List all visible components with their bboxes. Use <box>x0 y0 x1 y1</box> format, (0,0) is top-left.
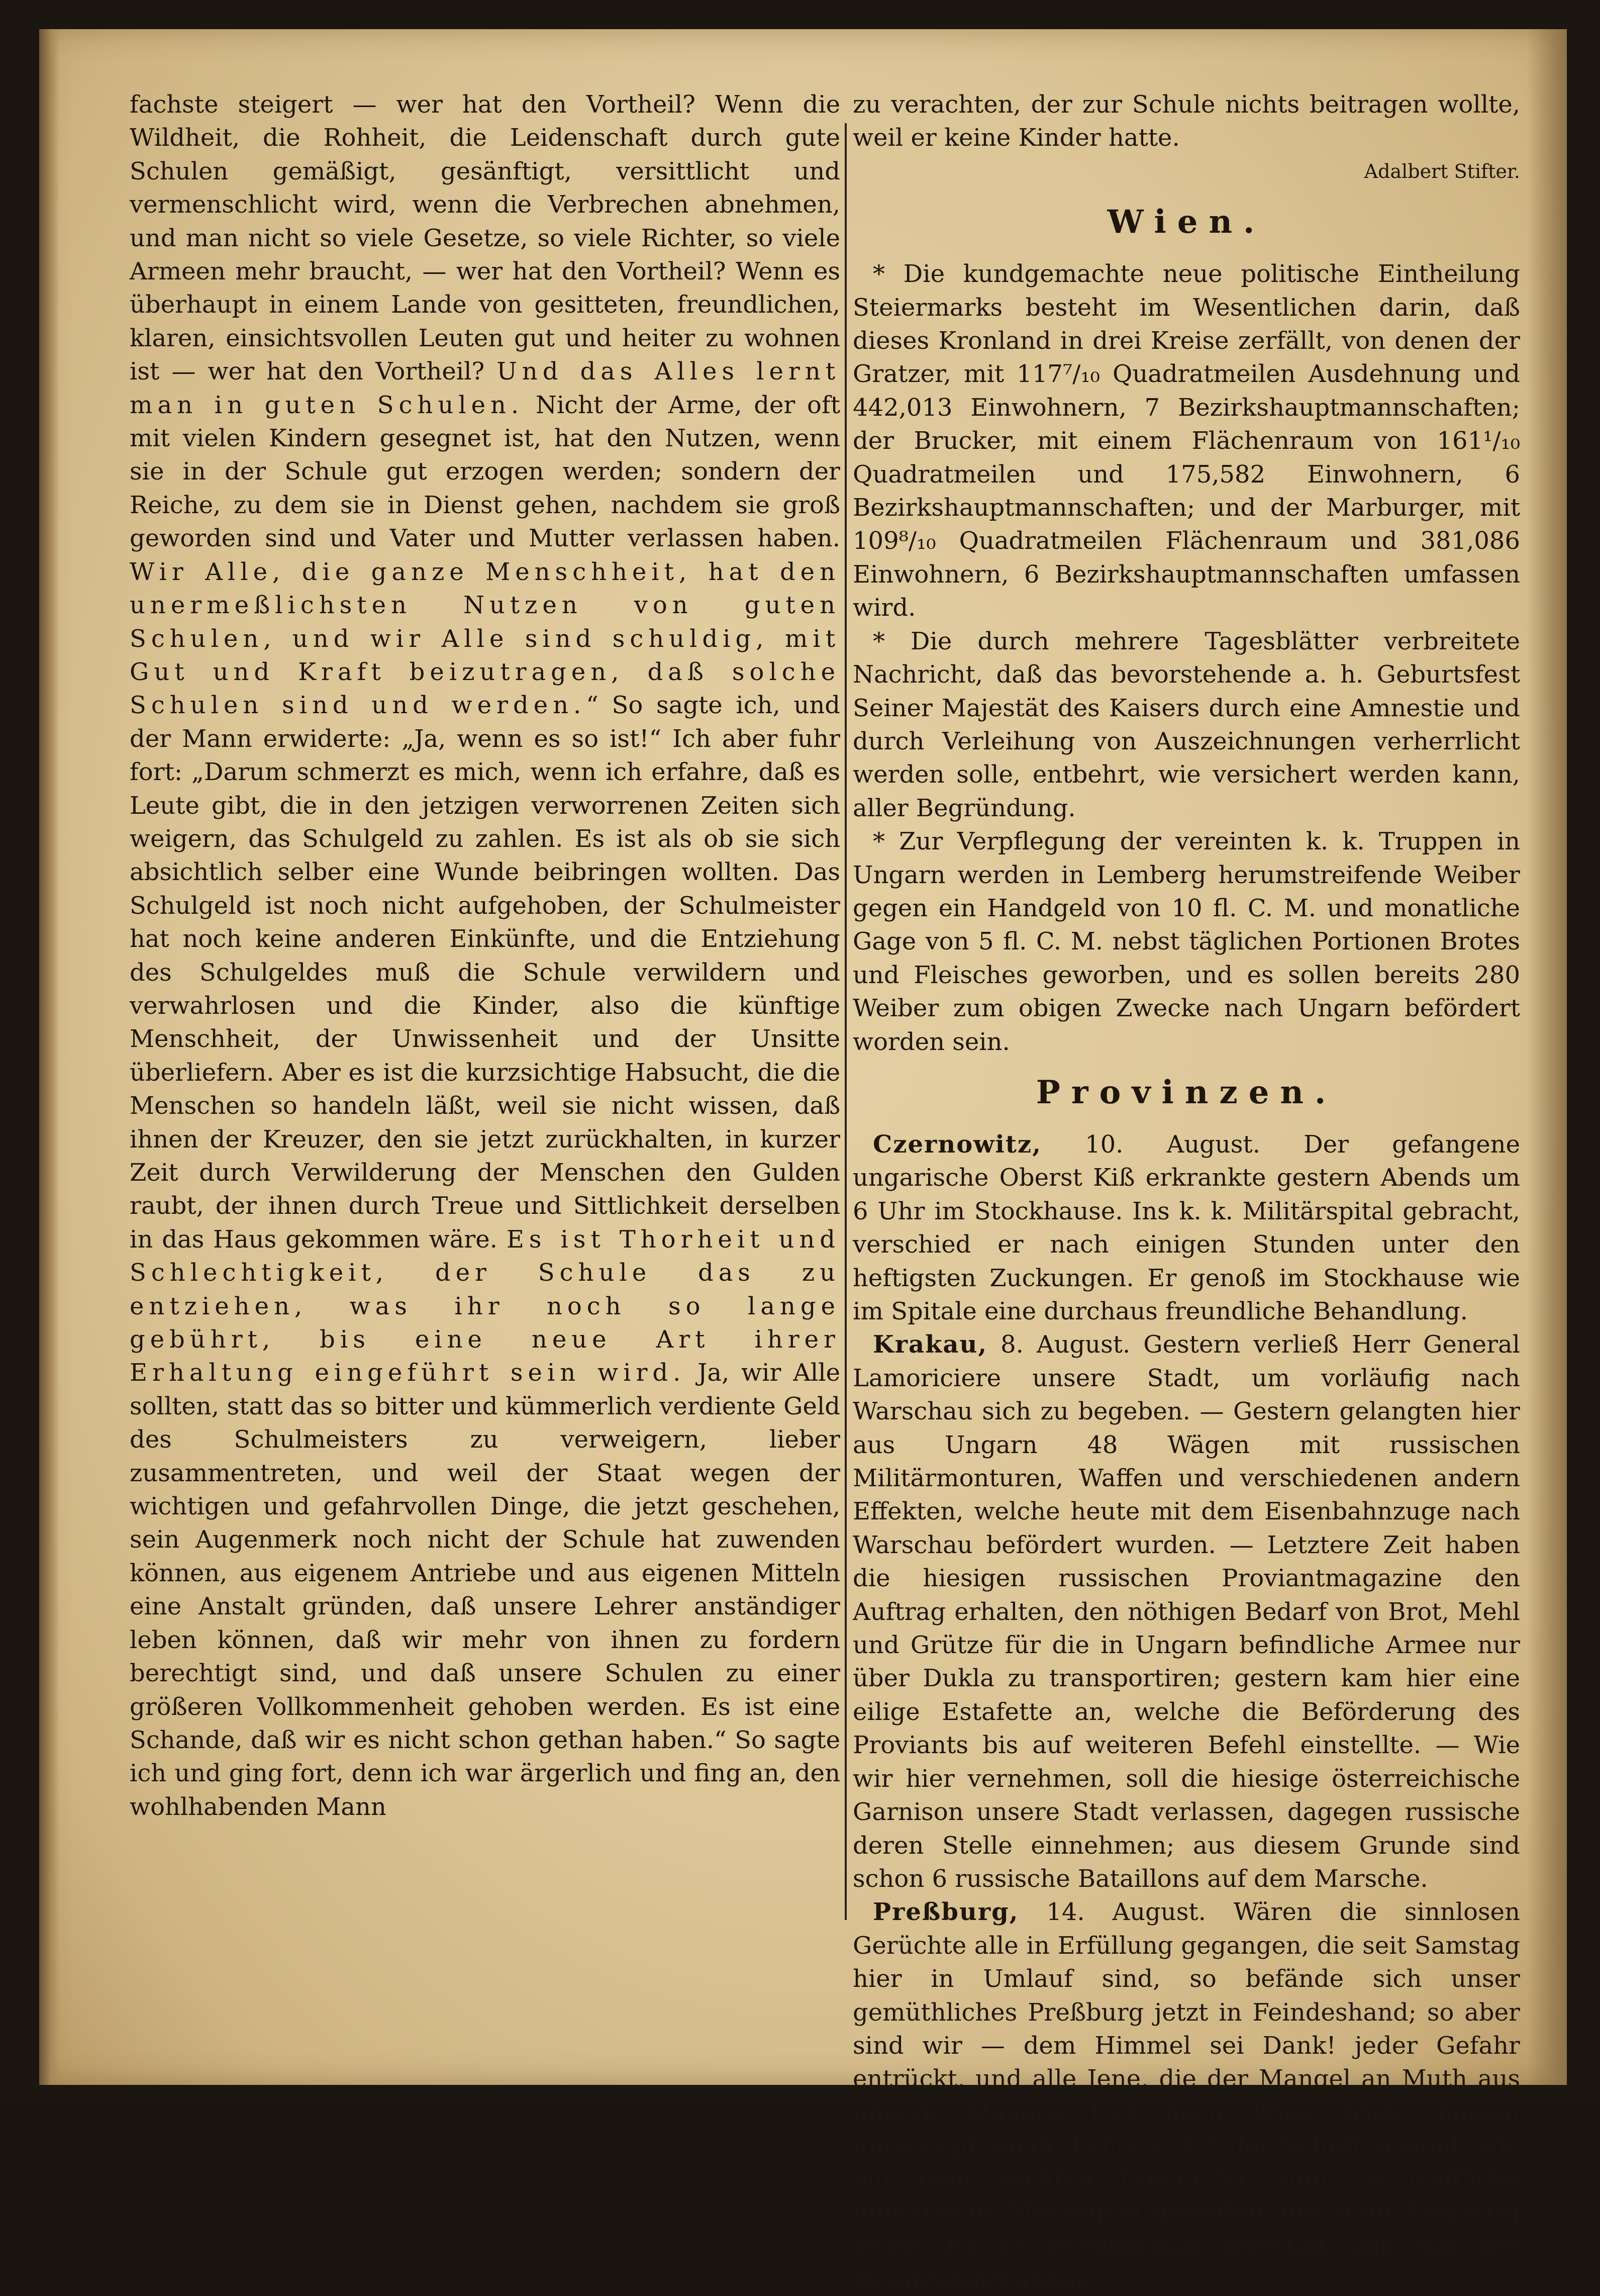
column-divider <box>845 123 847 1920</box>
news-item-czernowitz <box>853 1128 1520 1328</box>
text-run: “ So sagte ich, und der Mann erwiderte: „Ja, wenn es so ist!“ Ich aber fuhr fort: „Darum schmerzt es mich, wenn ich erfahre, daß es Leute gibt, die in den jetzigen verworrenen Zeiten sich weigern, das Schulgeld zu zahlen. Es ist als ob sie sich absichtlich selber eine Wunde beibringen wollten. Das Schulgeld ist noch nicht aufgehoben, der Schulmeister hat noch keine anderen Einkünfte, und die Entziehung des Schulgeldes muß die Schule verwildern und verwahrlosen und die Kinder, also die künftige Menschheit, der Unwissenheit und der Unsitte überliefern. Aber es ist die kurzsichtige Habsucht, die die Menschen so handeln läßt, weil sie nicht wissen, daß ihnen der Kreuzer, den sie jetzt zurückhalten, in kurzer Zeit durch Verwilderung der Menschen den Gulden raubt, der ihnen durch Treue und Sittlichkeit derselben in das Haus gekommen wäre. <box>130 691 841 1254</box>
page-edge-shadow <box>1527 29 1567 2085</box>
news-item: * Zur Verpflegung der vereinten k. k. Truppen in Ungarn werden in Lemberg herumstreifende Weiber gegen ein Handgeld von 10 fl. C. M. und monatliche Gage von 5 fl. C. M. nebst täglichen Portionen Brotes und Fleisches geworben, und es sollen bereits 280 Weiber zum obigen Zwecke nach Ungarn befördert worden sein. <box>853 827 1520 1056</box>
text-run: Ja, wir Alle sollten, statt das so bitter und kümmerlich verdiente Geld des Schulmeisters zu verweigern, lieber zusammentreten, und weil der Staat wegen der wichtigen und gefahrvollen Dinge, die jetzt geschehen, sein Augenmerk noch nicht der Schule hat zuwenden können, aus eigenem Antriebe und aus eigenen Mitteln eine Anstalt gründen, daß unsere Lehrer anständiger leben können, daß wir mehr von ihnen zu fordern berechtigt sind, und daß unsere Schulen zu einer größeren Vollkommenheit gehoben werden. Es ist eine Schande, daß wir es nicht schon gethan haben.“ So sagte ich und ging fort, denn ich war ärgerlich und fing an, den wohlhabenden Mann <box>130 1359 841 1821</box>
place-name: Czernowitz, <box>873 1130 1042 1159</box>
left-column <box>130 88 840 1824</box>
section-heading-provinzen: Provinzen. <box>1036 1073 1337 1111</box>
news-item-krakau <box>853 1328 1520 1895</box>
news-item: * Die kundgemachte neue politische Eintheilung Steiermarks besteht im Wesentlichen darin, daß dieses Kronland in drei Kreise zerfällt, von denen der Gratzer, mit 117⁷/₁₀ Quadratmeilen Ausdehnung und 442,013 Einwohnern, 7 Bezirkshauptmannschaften; der Brucker, mit einem Flächenraum von 161¹/₁₀ Quadratmeilen und 175,582 Einwohnern, 6 Bezirkshauptmannschaften; und der Marburger, mit 109⁸/₁₀ Quadratmeilen Flächenraum und 381,086 Einwohnern, 6 Bezirkshauptmannschaften umfassen wird. <box>853 260 1520 622</box>
news-item: * Die durch mehrere Tagesblätter verbreitete Nachricht, daß das bevorstehende a. h. Geburtsfest Seiner Majestät des Kaisers durch eine Amnestie und durch Verleihung von Auszeichnungen verherrlicht werden solle, entbehrt, wie versichert werden kann, aller Begründung. <box>853 627 1520 822</box>
page-spine-shadow <box>39 29 59 2085</box>
news-item-pressburg <box>853 1895 1520 2296</box>
place-name: Preßburg, <box>873 1898 1019 1927</box>
spaced-emphasis: Wir Alle, die ganze Menschheit, hat den unermeßlichsten Nutzen von guten Schulen, und wir Alle sind schuldig, mit Gut und Kraft beizutragen, daß solche Schulen sind und werden. <box>130 557 840 720</box>
text-run: fachste steigert — wer hat den Vortheil? Wenn die Wildheit, die Rohheit, die Leidenschaft durch gute Schulen gemäßigt, gesänftigt, versittlicht und vermenschlicht wird, wenn die Verbrechen abnehmen, und man nicht so viele Gesetze, so viele Richter, so viele Armeen mehr braucht, — wer hat den Vortheil? Wenn es überhaupt in einem Lande von gesitteten, freundlichen, klaren, einsichtsvollen Leuten gut und heiter zu wohnen ist — wer hat den Vortheil? <box>130 90 840 386</box>
right-column <box>853 88 1520 2296</box>
news-text: 8. August. Gestern verließ Herr General Lamoriciere unsere Stadt, um vorläufig nach Warschau sich zu begeben. — Gestern gelangten hier aus Ungarn 48 Wägen mit russischen Militärmonturen, Waffen und verschiedenen andern Effekten, welche heute mit dem Eisenbahnzuge nach Warschau befördert wurden. — Letztere Zeit haben die hiesigen russischen Proviantmagazine den Auftrag erhalten, den nöthigen Bedarf von Brot, Mehl und Grütze für die in Ungarn befindliche Armee nur über Dukla zu transportiren; gestern kam hier eine eilige Estafette an, welche die Beförderung des Proviants bis auf weiteren Befehl einstellte. — Wie wir hier vernehmen, soll die hiesige österreichische Garnison unsere Stadt verlassen, dagegen russische deren Stelle einnehmen; aus diesem Grunde sind schon 6 russische Bataillons auf dem Marsche. <box>853 1330 1520 1893</box>
spaced-emphasis: Es ist Thorheit und Schlechtigkeit, der Schule das zu entziehen, was ihr noch so lange gebührt, bis eine neue Art ihrer Erhaltung eingeführt sein wird. <box>130 1225 840 1387</box>
author-signature: Adalbert Stifter. <box>1364 160 1520 182</box>
place-name: Krakau, <box>873 1330 988 1359</box>
news-text: 10. August. Der gefangene ungarische Oberst Kiß erkrankte gestern Abends um 6 Uhr im Stockhause. Ins k. k. Militärspital gebracht, verschied er nach einigen Stunden unter den heftigsten Zuckungen. Er genoß im Stockhause wie im Spitale eine durchaus freundliche Behandlung. <box>853 1130 1520 1325</box>
spaced-emphasis: Und das Alles lernt man in guten Schulen. <box>130 357 841 419</box>
article-continuation: zu verachten, der zur Schule nichts beitragen wollte, weil er keine Kinder hatte. <box>853 90 1520 152</box>
section-heading-wien: Wien. <box>1107 203 1266 241</box>
left-column-text <box>130 88 840 1824</box>
news-text: 14. August. Wären die sinnlosen Gerüchte alle in Erfüllung gegangen, die seit Samstag hier in Umlauf sind, so befände sich unser gemüthliches Preßburg jetzt in Feindeshand; so aber sind wir — dem Himmel sei Dank! jeder Gefahr entrückt, und alle Jene, die der Mangel an Muth aus unsern Mauern fort nach Wien trieb, mögen unbesorgt wiederkehren. Auf der Schütt sowohl, wie auf dem rechten Donauufer sind so treffliche militärische Maßregeln getroffen, die Stadt Preßburg selbst ist so zweckmäßig befestigt und hat der Besatzungstruppen <box>853 1898 1520 2293</box>
text-run: Nicht der Arme, der oft mit vielen Kindern gesegnet ist, hat den Nutzen, wenn sie in der Schule gut erzogen werden; sondern der Reiche, zu dem sie in Dienst gehen, nachdem sie groß geworden sind und Vater und Mutter verlassen haben. <box>130 391 841 553</box>
